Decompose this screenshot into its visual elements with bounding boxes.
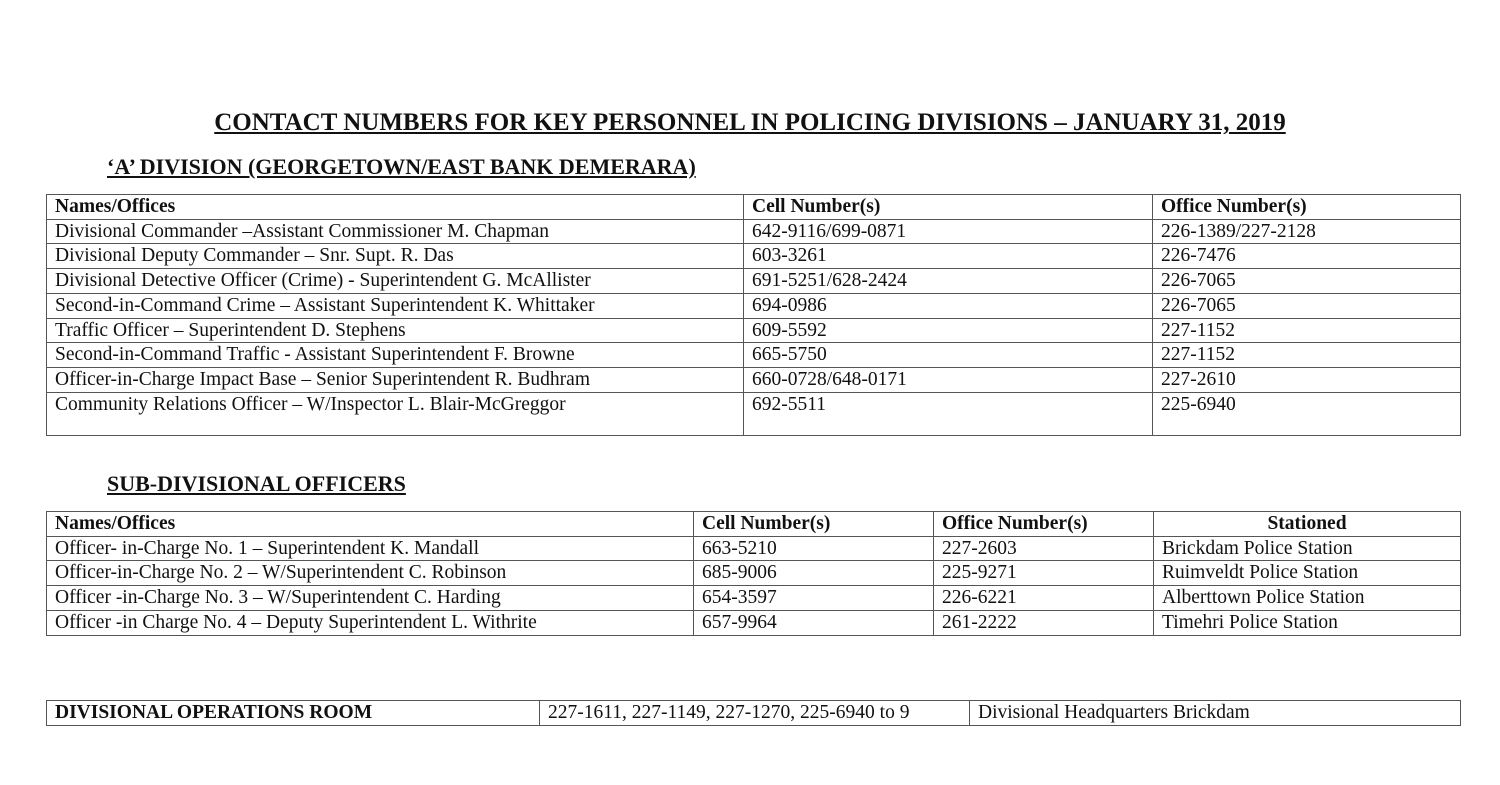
table-row xyxy=(47,318,1461,343)
cell-number-cell: 665-5750 xyxy=(744,343,1153,368)
stationed-cell: Brickdam Police Station xyxy=(1154,536,1461,561)
name-office-cell: Divisional Deputy Commander – Snr. Supt. R. Das xyxy=(47,244,744,269)
table-header-row xyxy=(47,512,1461,537)
office-number-cell: 225-6940 xyxy=(1153,392,1461,435)
division-a-table xyxy=(46,194,1461,436)
cell-number-cell: 663-5210 xyxy=(694,536,934,561)
name-office-cell: Second-in-Command Traffic - Assistant Superintendent F. Browne xyxy=(47,343,744,368)
name-office-cell: Officer -in-Charge No. 3 – W/Superintendent C. Harding xyxy=(47,586,694,611)
office-number-cell: 261-2222 xyxy=(934,610,1154,635)
table-row xyxy=(47,343,1461,368)
table-row xyxy=(47,269,1461,294)
table-row xyxy=(47,244,1461,269)
sub-divisional-table xyxy=(46,511,1461,636)
cell-number-cell: 609-5592 xyxy=(744,318,1153,343)
division-a-heading: ‘A’ DIVISION (GEORGETOWN/EAST BANK DEMERARA) xyxy=(107,154,696,179)
office-number-cell: 226-7476 xyxy=(1153,244,1461,269)
sub-divisional-heading: SUB-DIVISIONAL OFFICERS xyxy=(107,471,406,496)
column-header: Names/Offices xyxy=(47,512,694,537)
office-number-cell: 226-6221 xyxy=(934,586,1154,611)
column-header: Stationed xyxy=(1154,512,1461,537)
cell-number-cell: 657-9964 xyxy=(694,610,934,635)
table-header-row xyxy=(47,195,1461,220)
table-row xyxy=(47,610,1461,635)
office-number-cell: 226-1389/227-2128 xyxy=(1153,219,1461,244)
cell-number-cell: 642-9116/699-0871 xyxy=(744,219,1153,244)
cell-number-cell: 660-0728/648-0171 xyxy=(744,367,1153,392)
name-office-cell: Officer -in Charge No. 4 – Deputy Superintendent L. Withrite xyxy=(47,610,694,635)
office-number-cell: 227-1152 xyxy=(1153,318,1461,343)
office-number-cell: 227-2603 xyxy=(934,536,1154,561)
name-office-cell: Community Relations Officer – W/Inspector L. Blair-McGreggor xyxy=(47,392,744,435)
operations-room-label: DIVISIONAL OPERATIONS ROOM xyxy=(47,701,540,726)
operations-room-table xyxy=(46,700,1461,726)
table-row xyxy=(47,392,1461,435)
name-office-cell: Divisional Detective Officer (Crime) - Superintendent G. McAllister xyxy=(47,269,744,294)
cell-number-cell: 691-5251/628-2424 xyxy=(744,269,1153,294)
name-office-cell: Traffic Officer – Superintendent D. Stephens xyxy=(47,318,744,343)
column-header: Cell Number(s) xyxy=(694,512,934,537)
stationed-cell: Alberttown Police Station xyxy=(1154,586,1461,611)
name-office-cell: Officer-in-Charge No. 2 – W/Superintendent C. Robinson xyxy=(47,561,694,586)
table-row xyxy=(47,561,1461,586)
cell-number-cell: 685-9006 xyxy=(694,561,934,586)
table-row xyxy=(47,536,1461,561)
column-header: Office Number(s) xyxy=(1153,195,1461,220)
column-header: Cell Number(s) xyxy=(744,195,1153,220)
operations-room-location: Divisional Headquarters Brickdam xyxy=(970,701,1461,726)
table-row xyxy=(47,701,1461,726)
table-row xyxy=(47,293,1461,318)
cell-number-cell: 692-5511 xyxy=(744,392,1153,435)
stationed-cell: Timehri Police Station xyxy=(1154,610,1461,635)
name-office-cell: Officer-in-Charge Impact Base – Senior Superintendent R. Budhram xyxy=(47,367,744,392)
column-header: Office Number(s) xyxy=(934,512,1154,537)
name-office-cell: Second-in-Command Crime – Assistant Superintendent K. Whittaker xyxy=(47,293,744,318)
cell-number-cell: 654-3597 xyxy=(694,586,934,611)
operations-room-numbers: 227-1611, 227-1149, 227-1270, 225-6940 to 9 xyxy=(540,701,970,726)
office-number-cell: 227-2610 xyxy=(1153,367,1461,392)
name-office-cell: Officer- in-Charge No. 1 – Superintendent K. Mandall xyxy=(47,536,694,561)
name-office-cell: Divisional Commander –Assistant Commissioner M. Chapman xyxy=(47,219,744,244)
column-header: Names/Offices xyxy=(47,195,744,220)
stationed-cell: Ruimveldt Police Station xyxy=(1154,561,1461,586)
office-number-cell: 227-1152 xyxy=(1153,343,1461,368)
cell-number-cell: 694-0986 xyxy=(744,293,1153,318)
table-row xyxy=(47,219,1461,244)
office-number-cell: 225-9271 xyxy=(934,561,1154,586)
table-row xyxy=(47,586,1461,611)
table-row xyxy=(47,367,1461,392)
office-number-cell: 226-7065 xyxy=(1153,269,1461,294)
page-title: CONTACT NUMBERS FOR KEY PERSONNEL IN POLICING DIVISIONS – JANUARY 31, 2019 xyxy=(214,109,1286,136)
office-number-cell: 226-7065 xyxy=(1153,293,1461,318)
cell-number-cell: 603-3261 xyxy=(744,244,1153,269)
